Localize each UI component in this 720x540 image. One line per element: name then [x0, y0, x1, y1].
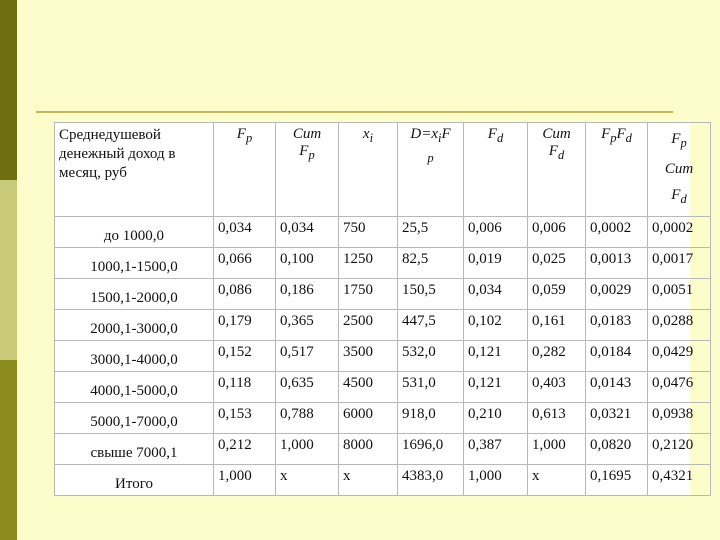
header-income: Среднедушевой денежный доход в месяц, руб — [55, 123, 214, 217]
table-cell: 0,025 — [528, 248, 586, 279]
table-cell: 0,034 — [276, 217, 339, 248]
row-label: 1000,1-1500,0 — [55, 248, 214, 279]
table-cell: 0,059 — [528, 279, 586, 310]
table-cell: 1,000 — [214, 465, 276, 496]
table-cell: 82,5 — [398, 248, 464, 279]
header-cum-fp: Cum $F_p$ — [276, 123, 339, 217]
table-cell: 0,0288 — [648, 310, 711, 341]
row-label: 5000,1-7000,0 — [55, 403, 214, 434]
table-cell: 0,121 — [464, 341, 528, 372]
table-cell: 25,5 — [398, 217, 464, 248]
header-fp: $F_p$ — [214, 123, 276, 217]
table-cell: 1,000 — [528, 434, 586, 465]
table-cell: 531,0 — [398, 372, 464, 403]
table-cell: 0,121 — [464, 372, 528, 403]
table-row — [55, 465, 711, 496]
table-row — [55, 217, 711, 248]
header-fpfd: $F_pF_d$ — [586, 123, 648, 217]
sidebar-accent-olive — [0, 360, 17, 540]
table-cell: 1,000 — [464, 465, 528, 496]
table-cell: 8000 — [339, 434, 398, 465]
table-cell: 447,5 — [398, 310, 464, 341]
row-label: 3000,1-4000,0 — [55, 341, 214, 372]
table-cell: 3500 — [339, 341, 398, 372]
table-cell: 0,613 — [528, 403, 586, 434]
table-cell: 0,179 — [214, 310, 276, 341]
table-cell: 0,365 — [276, 310, 339, 341]
table-cell: 0,161 — [528, 310, 586, 341]
table-cell: 0,006 — [464, 217, 528, 248]
table-cell: 150,5 — [398, 279, 464, 310]
table-cell: 0,210 — [464, 403, 528, 434]
row-label: Итого — [55, 465, 214, 496]
table-cell: 0,0938 — [648, 403, 711, 434]
row-label: 4000,1-5000,0 — [55, 372, 214, 403]
table-cell: 0,100 — [276, 248, 339, 279]
table-cell: 0,387 — [464, 434, 528, 465]
table-cell: 4383,0 — [398, 465, 464, 496]
table-cell: 0,212 — [214, 434, 276, 465]
header-fd: $F_d$ — [464, 123, 528, 217]
table-cell: x — [276, 465, 339, 496]
table-cell: 0,0013 — [586, 248, 648, 279]
table-cell: 1696,0 — [398, 434, 464, 465]
table-cell: 1,000 — [276, 434, 339, 465]
table-cell: 0,0143 — [586, 372, 648, 403]
table-cell: 0,2120 — [648, 434, 711, 465]
table-cell: 0,118 — [214, 372, 276, 403]
table-row — [55, 310, 711, 341]
table-cell: 0,635 — [276, 372, 339, 403]
table-cell: 0,0183 — [586, 310, 648, 341]
table-cell: 0,282 — [528, 341, 586, 372]
header-xi: $x_i$ — [339, 123, 398, 217]
table-cell: 0,086 — [214, 279, 276, 310]
row-label: до 1000,0 — [55, 217, 214, 248]
header-cum-fd: Cum $F_d$ — [528, 123, 586, 217]
table-cell: 0,186 — [276, 279, 339, 310]
title-divider — [36, 111, 673, 113]
table-cell: 1250 — [339, 248, 398, 279]
table-cell: 0,034 — [214, 217, 276, 248]
table-cell: 0,066 — [214, 248, 276, 279]
table-cell: 0,019 — [464, 248, 528, 279]
table-cell: 2500 — [339, 310, 398, 341]
table-cell: 0,153 — [214, 403, 276, 434]
table-cell: 0,0820 — [586, 434, 648, 465]
table-cell: 6000 — [339, 403, 398, 434]
table-cell: 4500 — [339, 372, 398, 403]
table-row — [55, 372, 711, 403]
table-cell: 0,403 — [528, 372, 586, 403]
table-cell: 0,517 — [276, 341, 339, 372]
header-fp-cum-fd: $F_p$ Cum $F_d$ — [648, 123, 711, 217]
income-distribution-table — [54, 122, 711, 496]
table-row — [55, 248, 711, 279]
sidebar-accent-dark — [0, 0, 17, 180]
table-row — [55, 434, 711, 465]
sidebar-accent-light — [0, 180, 17, 360]
row-label: 2000,1-3000,0 — [55, 310, 214, 341]
table-cell: 750 — [339, 217, 398, 248]
data-table-container — [54, 122, 694, 496]
table-row — [55, 279, 711, 310]
table-cell: 0,006 — [528, 217, 586, 248]
table-row — [55, 341, 711, 372]
table-row — [55, 403, 711, 434]
table-cell: 0,034 — [464, 279, 528, 310]
table-cell: 918,0 — [398, 403, 464, 434]
table-cell: 0,102 — [464, 310, 528, 341]
row-label: свыше 7000,1 — [55, 434, 214, 465]
table-cell: 532,0 — [398, 341, 464, 372]
table-cell: 0,1695 — [586, 465, 648, 496]
table-cell: 0,0017 — [648, 248, 711, 279]
table-cell: 0,4321 — [648, 465, 711, 496]
table-cell: 0,152 — [214, 341, 276, 372]
table-cell: 0,0321 — [586, 403, 648, 434]
table-cell: 1750 — [339, 279, 398, 310]
table-cell: 0,0002 — [586, 217, 648, 248]
table-cell: x — [339, 465, 398, 496]
table-cell: 0,0051 — [648, 279, 711, 310]
table-cell: 0,0184 — [586, 341, 648, 372]
header-row — [55, 123, 711, 217]
header-d: $D=x_iF$ $_p$ — [398, 123, 464, 217]
table-cell: 0,0029 — [586, 279, 648, 310]
table-cell: 0,0476 — [648, 372, 711, 403]
table-cell: x — [528, 465, 586, 496]
row-label: 1500,1-2000,0 — [55, 279, 214, 310]
table-cell: 0,0002 — [648, 217, 711, 248]
table-cell: 0,0429 — [648, 341, 711, 372]
table-cell: 0,788 — [276, 403, 339, 434]
